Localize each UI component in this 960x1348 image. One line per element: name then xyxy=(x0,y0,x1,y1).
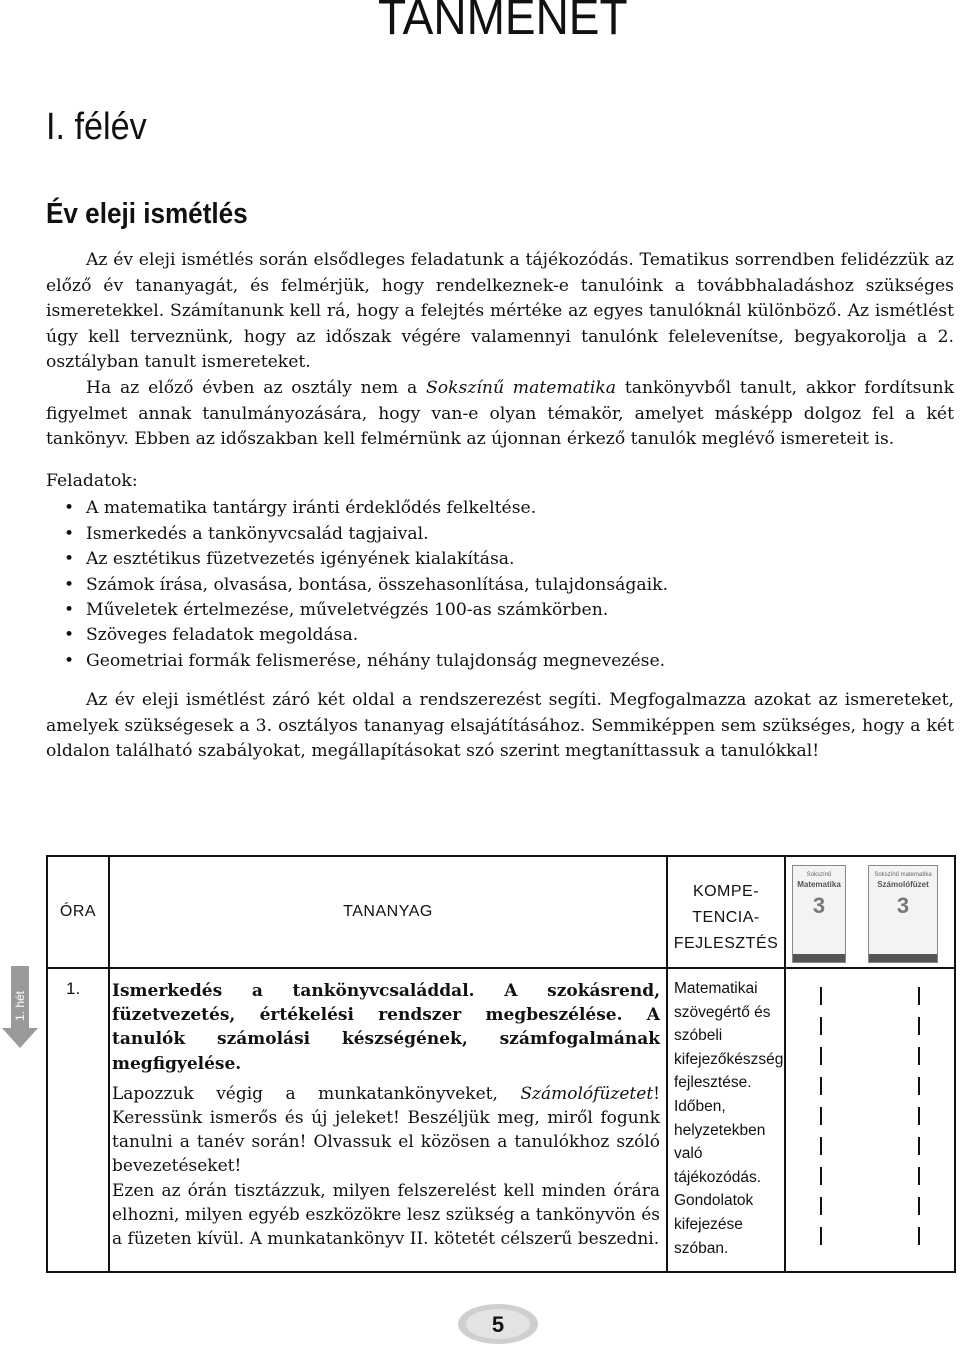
workbook-title-italic: Számolófüzetet xyxy=(520,1083,654,1104)
list-item-text: Az esztétikus füzetvezetés igényének kialakítása. xyxy=(86,549,515,570)
list-item-text: Szöveges feladatok megoldása. xyxy=(86,625,359,646)
column-header-ora: ÓRA xyxy=(59,903,97,920)
book-series: Sokszínű matematika xyxy=(874,872,932,878)
header-line: TENCIA- xyxy=(692,909,760,926)
lesson-number: 1. xyxy=(66,979,81,998)
book-strip xyxy=(793,954,845,962)
list-item xyxy=(46,623,954,648)
header-line: KOMPE- xyxy=(692,883,760,900)
list-item xyxy=(46,598,954,623)
bullet-icon: • xyxy=(64,549,75,570)
intro-paragraph-2 xyxy=(46,376,954,453)
column-divider xyxy=(784,857,786,1271)
lesson-paragraph-2: Ezen az órán tisztázzuk, milyen felszerelést kell minden órára elhozni, milyen egyéb eszközökre lesz szükség a tankönyvön és a füzeten kívül. A munkatankönyv II. kötetét célszerű beszedni. xyxy=(112,1180,660,1250)
book-strip xyxy=(869,954,937,962)
lesson-paragraph-1 xyxy=(112,1082,660,1179)
text-span: Ha az előző évben az osztály nem a xyxy=(86,377,426,398)
book-name: Számolófüzet xyxy=(877,880,929,889)
lesson-content xyxy=(112,979,660,1251)
intro-paragraph-1: Az év eleji ismétlés során elsődleges feladatunk a tájékozódás. Tematikus sorrendben felidézzük az előző év tananyagát, és felmérjük, hogy rendelkeznek-e tanulóink a továbbhaladáshoz szükséges ismeretekkel. Számítanunk kell rá, hogy a felejtés mértéke az egyes tanulóknál különböző. Az ismétlést úgy kell terveznünk, hogy az időszak végére valamennyi tanulónk felelevenítse, begyakorolja a 2. osztályban tanult ismereteket. xyxy=(46,250,954,373)
list-item xyxy=(46,649,954,674)
text-span: tankönyvből tanult, akkor fordítsunk figyelmet annak tanulmányozására, hogy van-e olyan témakör, amelyet másképp dolgoz fel a két tankönyv. Ebben az időszakban kell felmérnünk az újonnan érkező tanulók meglévő ismereteit is. xyxy=(46,377,954,450)
list-item xyxy=(46,573,954,598)
list-item xyxy=(46,496,954,521)
lesson-plan-table xyxy=(46,855,956,1273)
bullet-icon: • xyxy=(64,498,75,519)
column-header-kompetencia xyxy=(668,879,784,957)
section-heading: Év eleji ismétlés xyxy=(46,198,248,230)
book-name: Matematika xyxy=(797,880,841,889)
list-item-text: Műveletek értelmezése, műveletvégzés 100-as számkörben. xyxy=(86,599,609,620)
week-label: 1. hét xyxy=(13,990,27,1022)
semester-heading: I. félév xyxy=(46,106,147,148)
book-title-italic: Sokszínű matematika xyxy=(425,377,617,398)
closing-paragraph: Az év eleji ismétlést záró két oldal a rendszerezést segíti. Megfogalmazza azokat az ismereteket, amelyek szükségesek a 3. osztályos tananyag elsajátításához. Semmiképpen sem szükséges, hogy a két oldalon található szabályokat, megállapításokat szó szerint megtaníttassuk a tanulókkal! xyxy=(46,690,954,762)
week-marker-arrow-icon xyxy=(0,966,40,1050)
book-grade: 3 xyxy=(896,893,910,918)
intro-text xyxy=(46,248,954,765)
textbook-cover-matematika xyxy=(792,865,846,963)
bullet-icon: • xyxy=(64,523,75,544)
tasks-label: Feladatok: xyxy=(46,470,138,491)
bullet-icon: • xyxy=(64,599,75,620)
dashed-column-line xyxy=(918,987,920,1257)
text-span: Lapozzuk végig a munkatankönyveket, xyxy=(112,1083,521,1104)
list-item-text: A matematika tantárgy iránti érdeklődés felkeltése. xyxy=(86,498,537,519)
header-divider xyxy=(48,967,954,969)
text-span: ! Keressünk ismerős és új jeleket! Beszéljük meg, miről fogunk tanulni a tanév során! Olvassuk el közösen a tanulókhoz szóló bevezetéseket! xyxy=(112,1083,660,1177)
bullet-icon: • xyxy=(64,650,75,671)
book-grade: 3 xyxy=(812,893,826,918)
page-number-badge xyxy=(455,1300,541,1346)
document-title: TANMENET xyxy=(378,0,628,45)
header-line: FEJLESZTÉS xyxy=(673,935,779,952)
column-header-tananyag: TANANYAG xyxy=(343,903,433,920)
list-item-text: Geometriai formák felismerése, néhány tulajdonság megnevezése. xyxy=(86,650,666,671)
list-item-text: Ismerkedés a tankönyvcsalád tagjaival. xyxy=(86,523,429,544)
list-item-text: Számok írása, olvasása, bontása, összehasonlítása, tulajdonságaik. xyxy=(86,574,669,595)
bullet-icon: • xyxy=(64,625,75,646)
list-item xyxy=(46,547,954,572)
competency-text: Matematikai szövegértő és szóbeli kifejezőkészség fejlesztése. Időben, helyzetekben való tájékozódás. Gondolatok kifejezése szóban. xyxy=(674,980,784,1257)
page-number: 5 xyxy=(491,1312,505,1337)
list-item xyxy=(46,522,954,547)
lesson-topic: Ismerkedés a tankönyvcsaláddal. A szokásrend, füzetvezetés, értékelési rendszer megbeszélése. A tanulók számolási készségének, számfogalmának megfigyelése. xyxy=(112,981,660,1074)
dashed-column-line xyxy=(820,987,822,1257)
bullet-icon: • xyxy=(64,574,75,595)
book-series: Sokszínű xyxy=(806,872,832,878)
workbook-cover-szamolofuzet xyxy=(868,865,938,963)
tasks-list xyxy=(46,496,954,674)
